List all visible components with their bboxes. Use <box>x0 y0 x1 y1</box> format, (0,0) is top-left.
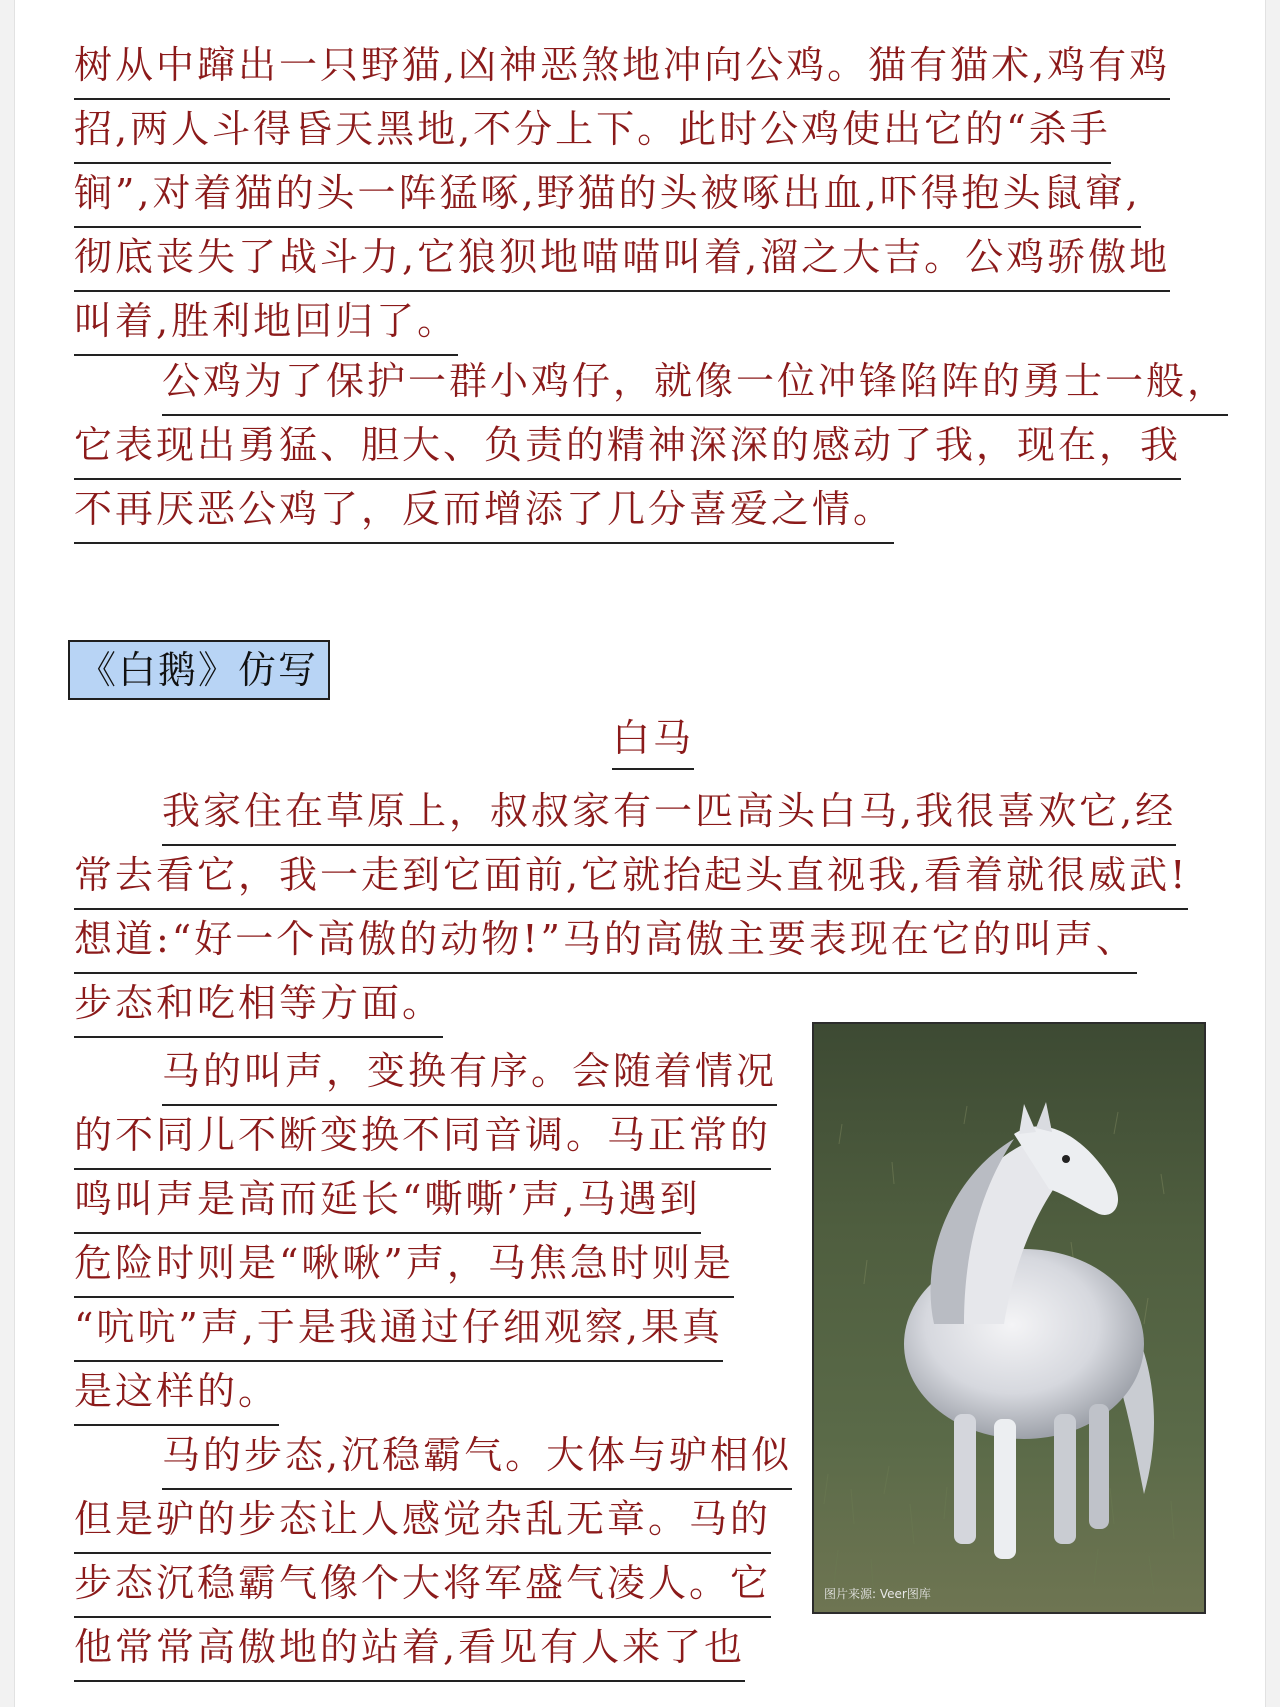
text-line: 马的步态,沉稳霸气。大体与驴相似 <box>162 1424 792 1490</box>
text-line: 鸣叫声是高而延长“嘶嘶’声,马遇到 <box>74 1168 701 1234</box>
text-line: 它表现出勇猛、胆大、负责的精神深深的感动了我，现在，我 <box>74 414 1181 480</box>
text-line: 的不同儿不断变换不同音调。马正常的 <box>74 1104 771 1170</box>
text-line: 锏”,对着猫的头一阵猛啄,野猫的头被啄出血,吓得抱头鼠窜, <box>74 162 1141 228</box>
text-line: 想道:“好一个高傲的动物!”马的高傲主要表现在它的叫声、 <box>74 908 1137 974</box>
section-heading: 《白鹅》仿写 <box>68 640 330 700</box>
story-title: 白马 <box>612 710 694 770</box>
horse-illustration <box>814 1024 1204 1612</box>
text-line: 我家住在草原上，叔叔家有一匹高头白马,我很喜欢它,经 <box>162 780 1176 846</box>
text-line: 他常常高傲地的站着,看见有人来了也 <box>74 1616 745 1682</box>
text-line: 树从中蹿出一只野猫,凶神恶煞地冲向公鸡。猫有猫术,鸡有鸡 <box>74 34 1170 100</box>
text-line: 是这样的。 <box>74 1360 279 1426</box>
text-line: 马的叫声，变换有序。会随着情况 <box>162 1040 777 1106</box>
white-horse-photo <box>812 1022 1206 1614</box>
text-line: 公鸡为了保护一群小鸡仔，就像一位冲锋陷阵的勇士一般， <box>162 350 1228 416</box>
text-line: 步态沉稳霸气像个大将军盛气凌人。它 <box>74 1552 771 1618</box>
text-line: 彻底丧失了战斗力,它狼狈地喵喵叫着,溜之大吉。公鸡骄傲地 <box>74 226 1170 292</box>
text-line: 叫着,胜利地回归了。 <box>74 290 458 356</box>
text-line: 招,两人斗得昏天黑地,不分上下。此时公鸡使出它的“杀手 <box>74 98 1111 164</box>
text-line: 危险时则是“啾啾”声，马焦急时则是 <box>74 1232 734 1298</box>
page-edge-left <box>0 0 15 1707</box>
text-line: 但是驴的步态让人感觉杂乱无章。马的 <box>74 1488 771 1554</box>
page-edge-right <box>1265 0 1280 1707</box>
text-line: “吭吭”声,于是我通过仔细观察,果真 <box>74 1296 723 1362</box>
photo-watermark: 图片来源: Veer图库 <box>824 1587 931 1601</box>
text-line: 步态和吃相等方面。 <box>74 972 443 1038</box>
text-line: 常去看它，我一走到它面前,它就抬起头直视我,看着就很威武! <box>74 844 1188 910</box>
text-line: 不再厌恶公鸡了，反而增添了几分喜爱之情。 <box>74 478 894 544</box>
